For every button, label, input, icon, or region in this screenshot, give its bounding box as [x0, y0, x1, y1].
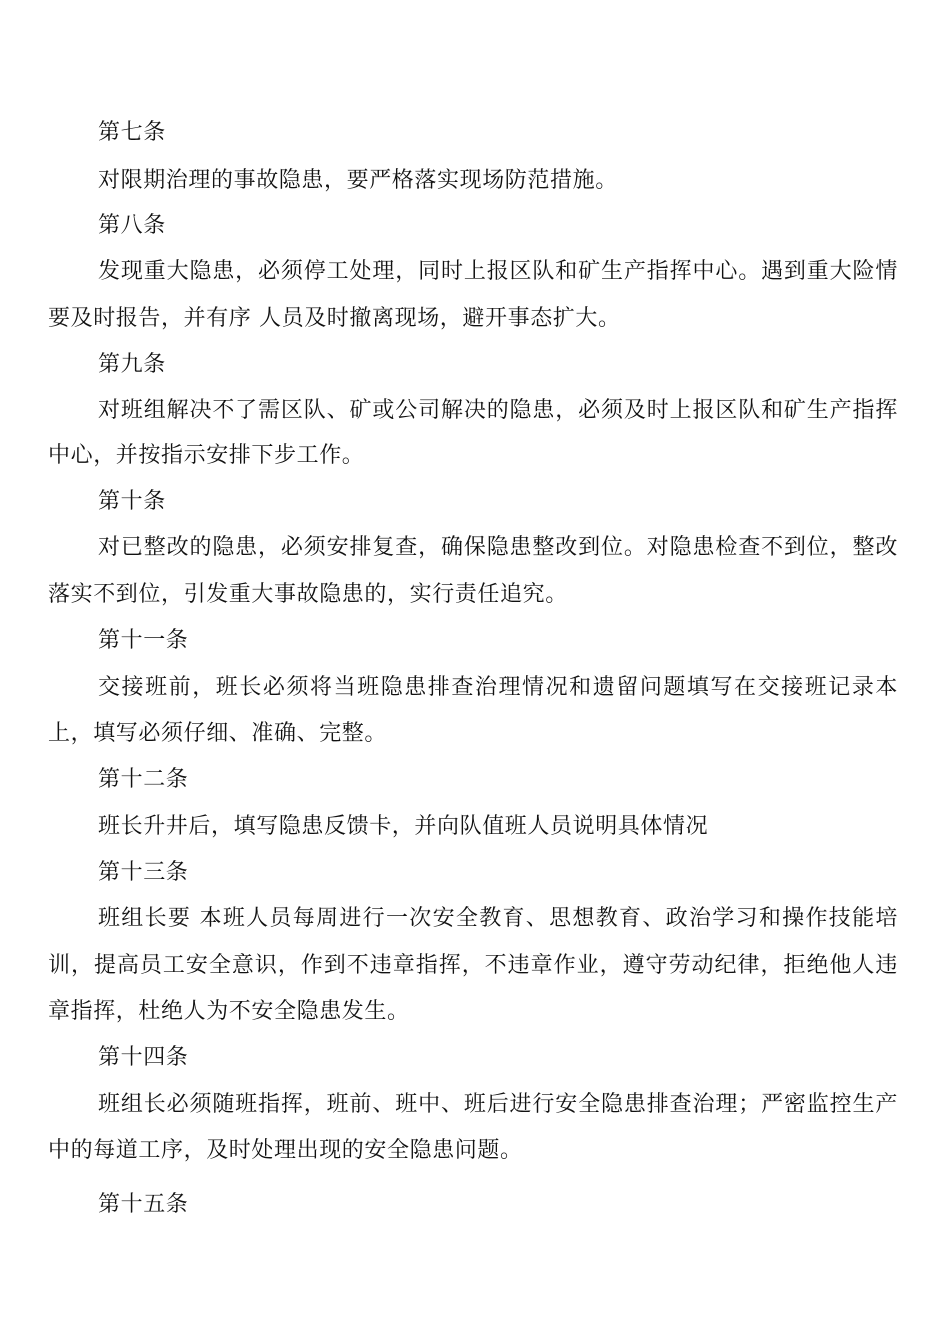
article-11-heading: 第十一条: [98, 628, 189, 653]
article-10-heading: 第十条: [98, 489, 166, 514]
article-9-line-2: 中心，并按指示安排下步工作。: [48, 443, 365, 468]
article-8-line-2: 要及时报告，并有序 人员及时撤离现场，避开事态扩大。: [48, 306, 621, 331]
article-7-line-1: 对限期治理的事故隐患，要严格落实现场防范措施。: [98, 168, 618, 193]
article-13-line-3: 章指挥，杜绝人为不安全隐患发生。: [48, 999, 410, 1024]
article-14-line-1: 班组长必须随班指挥，班前、班中、班后进行安全隐患排查治理；严密监控生产: [98, 1092, 898, 1117]
article-12-heading: 第十二条: [98, 767, 189, 792]
article-13-line-1: 班组长要 本班人员每周进行一次安全教育、思想教育、政治学习和操作技能培: [98, 906, 898, 931]
article-11-line-2: 上，填写必须仔细、准确、完整。: [48, 721, 388, 746]
article-10-line-1: 对已整改的隐患，必须安排复查，确保隐患整改到位。对隐患检查不到位，整改: [98, 535, 898, 560]
article-7-heading: 第七条: [98, 120, 166, 145]
article-15-heading: 第十五条: [98, 1192, 189, 1217]
article-13-heading: 第十三条: [98, 860, 189, 885]
article-13-line-2: 训，提高员工安全意识，作到不违章指挥，不违章作业，遵守劳动纪律，拒绝他人违: [48, 953, 898, 978]
article-10-line-2: 落实不到位，引发重大事故隐患的，实行责任追究。: [48, 582, 568, 607]
article-9-line-1: 对班组解决不了需区队、矿或公司解决的隐患，必须及时上报区队和矿生产指挥: [98, 398, 898, 423]
article-8-line-1: 发现重大隐患，必须停工处理，同时上报区队和矿生产指挥中心。遇到重大险情: [98, 259, 898, 284]
article-8-heading: 第八条: [98, 213, 166, 238]
article-14-heading: 第十四条: [98, 1045, 189, 1070]
article-9-heading: 第九条: [98, 352, 166, 377]
article-12-line-1: 班长升井后，填写隐患反馈卡，并向队值班人员说明具体情况: [98, 814, 709, 839]
article-11-line-1: 交接班前，班长必须将当班隐患排查治理情况和遗留问题填写在交接班记录本: [98, 675, 898, 700]
article-14-line-2: 中的每道工序，及时处理出现的安全隐患问题。: [48, 1138, 523, 1163]
